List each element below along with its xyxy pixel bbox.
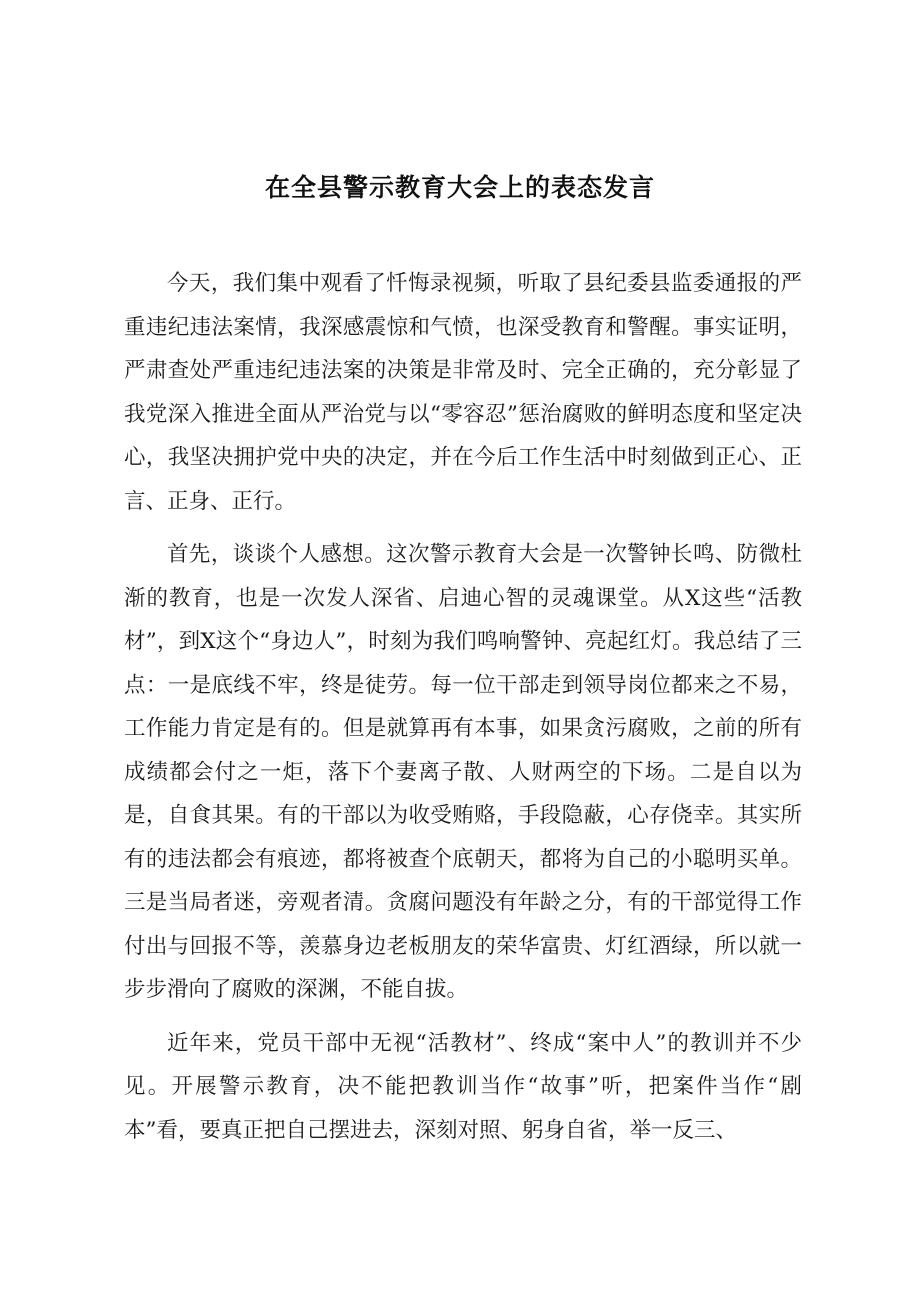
document-body: [124, 262, 802, 1162]
paragraph-3: 近年来，党员干部中无视“活教材”、终成“案中人”的教训并不少见。开展警示教育，决不能把教训当作“故事”听，把案件当作“剧本”看，要真正把自己摆进去，深刻对照、躬身自省，举一反三、: [124, 1030, 802, 1143]
paragraph-1: 今天，我们集中观看了忏悔录视频，听取了县纪委县监委通报的严重违纪违法案情，我深感震惊和气愤，也深受教育和警醒。事实证明，严肃查处严重违纪违法案的决策是非常及时、完全正确的，充分彰显了我党深入推进全面从严治党与以“零容忍”惩治腐败的鲜明态度和坚定决心，我坚决拥护党中央的决定，并在今后工作生活中时刻做到正心、正言、正身、正行。: [124, 271, 802, 514]
paragraph-2: 首先，谈谈个人感想。这次警示教育大会是一次警钟长鸣、防微杜渐的教育，也是一次发人深省、启迪心智的灵魂课堂。从X这些“活教材”，到X这个“身边人”，时刻为我们鸣响警钟、亮起红灯。我总结了三点：一是底线不牢，终是徒劳。每一位干部走到领导岗位都来之不易，工作能力肯定是有的。但是就算再有本事，如果贪污腐败，之前的所有成绩都会付之一炬，落下个妻离子散、人财两空的下场。二是自以为是，自食其果。有的干部以为收受贿赂，手段隐蔽，心存侥幸。其实所有的违法都会有痕迹，都将被查个底朝天，都将为自己的小聪明买单。三是当局者迷，旁观者清。贪腐问题没有年龄之分，有的干部觉得工作付出与回报不等，羡慕身边老板朋友的荣华富贵、灯红酒绿，所以就一步步滑向了腐败的深渊，不能自拔。: [124, 542, 802, 1002]
document-title: 在全县警示教育大会上的表态发言: [264, 173, 655, 202]
